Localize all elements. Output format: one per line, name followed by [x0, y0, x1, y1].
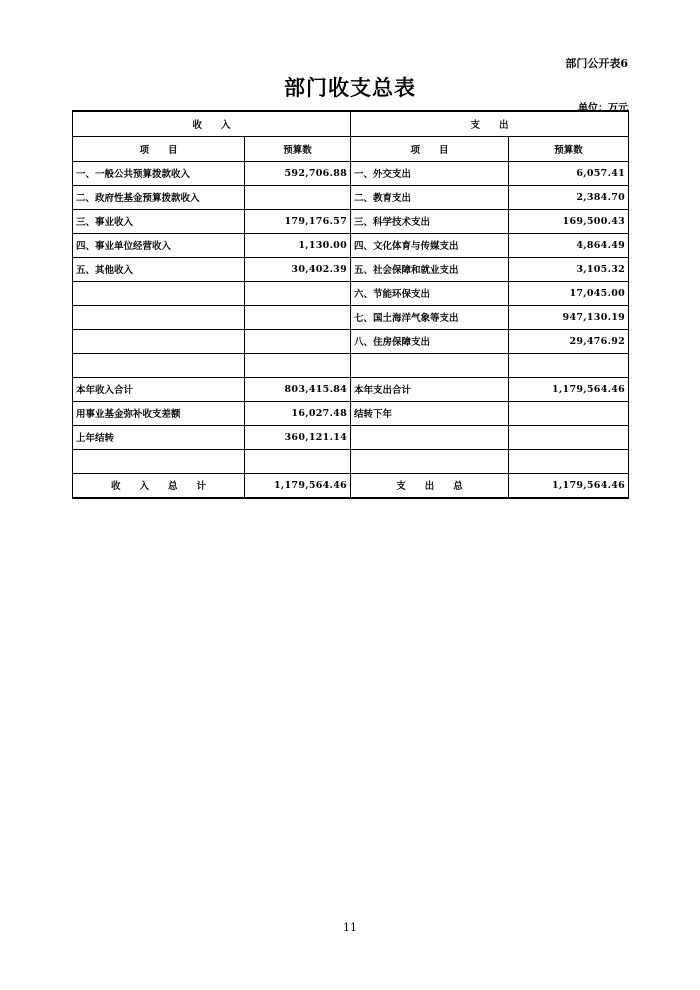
expense-budget-header: 预算数 — [509, 136, 629, 161]
income-value-cell — [245, 305, 351, 329]
unit-label: 单位：万元 — [578, 103, 628, 114]
page-number: 11 — [343, 921, 357, 934]
income-item-cell — [73, 305, 245, 329]
income-value-cell — [245, 329, 351, 353]
expense-item-cell: 本年支出合计 — [351, 377, 509, 401]
income-total-value: 1,179,564.46 — [245, 473, 351, 498]
income-value-cell: 1,130.00 — [245, 233, 351, 257]
table-row — [73, 233, 629, 257]
income-value-cell — [245, 353, 351, 377]
expense-item-cell: 八、住房保障支出 — [351, 329, 509, 353]
expense-item-cell: 三、科学技术支出 — [351, 209, 509, 233]
income-item-cell: 四、事业单位经营收入 — [73, 233, 245, 257]
table-row — [73, 425, 629, 449]
expense-item-cell: 四、文化体育与传媒支出 — [351, 233, 509, 257]
expense-item-cell — [351, 449, 509, 473]
table-row — [73, 305, 629, 329]
income-value-cell — [245, 449, 351, 473]
table-row — [73, 281, 629, 305]
table-row — [73, 353, 629, 377]
expense-item-header: 项 目 — [351, 136, 509, 161]
income-total-label: 收 入 总 计 — [73, 473, 245, 498]
expense-value-cell: 1,179,564.46 — [509, 377, 629, 401]
expense-value-cell: 6,057.41 — [509, 161, 629, 185]
table-row — [73, 377, 629, 401]
table-row — [73, 257, 629, 281]
expense-value-cell — [509, 353, 629, 377]
column-header-row — [73, 136, 629, 161]
income-value-cell: 592,706.88 — [245, 161, 351, 185]
income-item-cell: 用事业基金弥补收支差额 — [73, 401, 245, 425]
income-budget-header: 预算数 — [245, 136, 351, 161]
income-section-header: 收 入 — [73, 111, 351, 136]
expense-value-cell: 947,130.19 — [509, 305, 629, 329]
expense-item-cell — [351, 353, 509, 377]
expense-value-cell: 29,476.92 — [509, 329, 629, 353]
income-value-cell: 803,415.84 — [245, 377, 351, 401]
table-row — [73, 401, 629, 425]
income-item-cell: 三、事业收入 — [73, 209, 245, 233]
expense-total-value: 1,179,564.46 — [509, 473, 629, 498]
income-item-header: 项 目 — [73, 136, 245, 161]
expense-item-cell: 一、外交支出 — [351, 161, 509, 185]
section-header-row — [73, 111, 629, 136]
income-value-cell: 360,121.14 — [245, 425, 351, 449]
table-row — [73, 449, 629, 473]
expense-value-cell: 3,105.32 — [509, 257, 629, 281]
income-item-cell: 五、其他收入 — [73, 257, 245, 281]
expense-item-cell: 七、国土海洋气象等支出 — [351, 305, 509, 329]
income-item-cell: 本年收入合计 — [73, 377, 245, 401]
income-value-cell: 16,027.48 — [245, 401, 351, 425]
income-item-cell: 上年结转 — [73, 425, 245, 449]
budget-summary-table — [72, 110, 629, 499]
expense-item-cell: 六、节能环保支出 — [351, 281, 509, 305]
expense-value-cell: 4,864.49 — [509, 233, 629, 257]
income-item-cell — [73, 329, 245, 353]
form-number: 部门公开表6 — [565, 57, 628, 70]
income-item-cell: 一、一般公共预算拨款收入 — [73, 161, 245, 185]
income-item-cell: 二、政府性基金预算拨款收入 — [73, 185, 245, 209]
expense-value-cell: 17,045.00 — [509, 281, 629, 305]
expense-value-cell — [509, 425, 629, 449]
table-row — [73, 209, 629, 233]
total-row — [73, 473, 629, 498]
expense-value-cell: 169,500.43 — [509, 209, 629, 233]
expense-item-cell: 结转下年 — [351, 401, 509, 425]
expense-value-cell — [509, 449, 629, 473]
income-item-cell — [73, 449, 245, 473]
income-value-cell — [245, 185, 351, 209]
table-row — [73, 329, 629, 353]
income-value-cell: 30,402.39 — [245, 257, 351, 281]
table-row — [73, 185, 629, 209]
expense-value-cell — [509, 401, 629, 425]
expense-item-cell: 五、社会保障和就业支出 — [351, 257, 509, 281]
income-value-cell: 179,176.57 — [245, 209, 351, 233]
income-item-cell — [73, 281, 245, 305]
expense-total-label: 支 出 总 — [351, 473, 509, 498]
income-item-cell — [73, 353, 245, 377]
expense-value-cell: 2,384.70 — [509, 185, 629, 209]
income-value-cell — [245, 281, 351, 305]
expense-item-cell: 二、教育支出 — [351, 185, 509, 209]
table-row — [73, 161, 629, 185]
expense-item-cell — [351, 425, 509, 449]
page-title: 部门收支总表 — [284, 75, 416, 100]
expense-section-header: 支 出 — [351, 111, 629, 136]
